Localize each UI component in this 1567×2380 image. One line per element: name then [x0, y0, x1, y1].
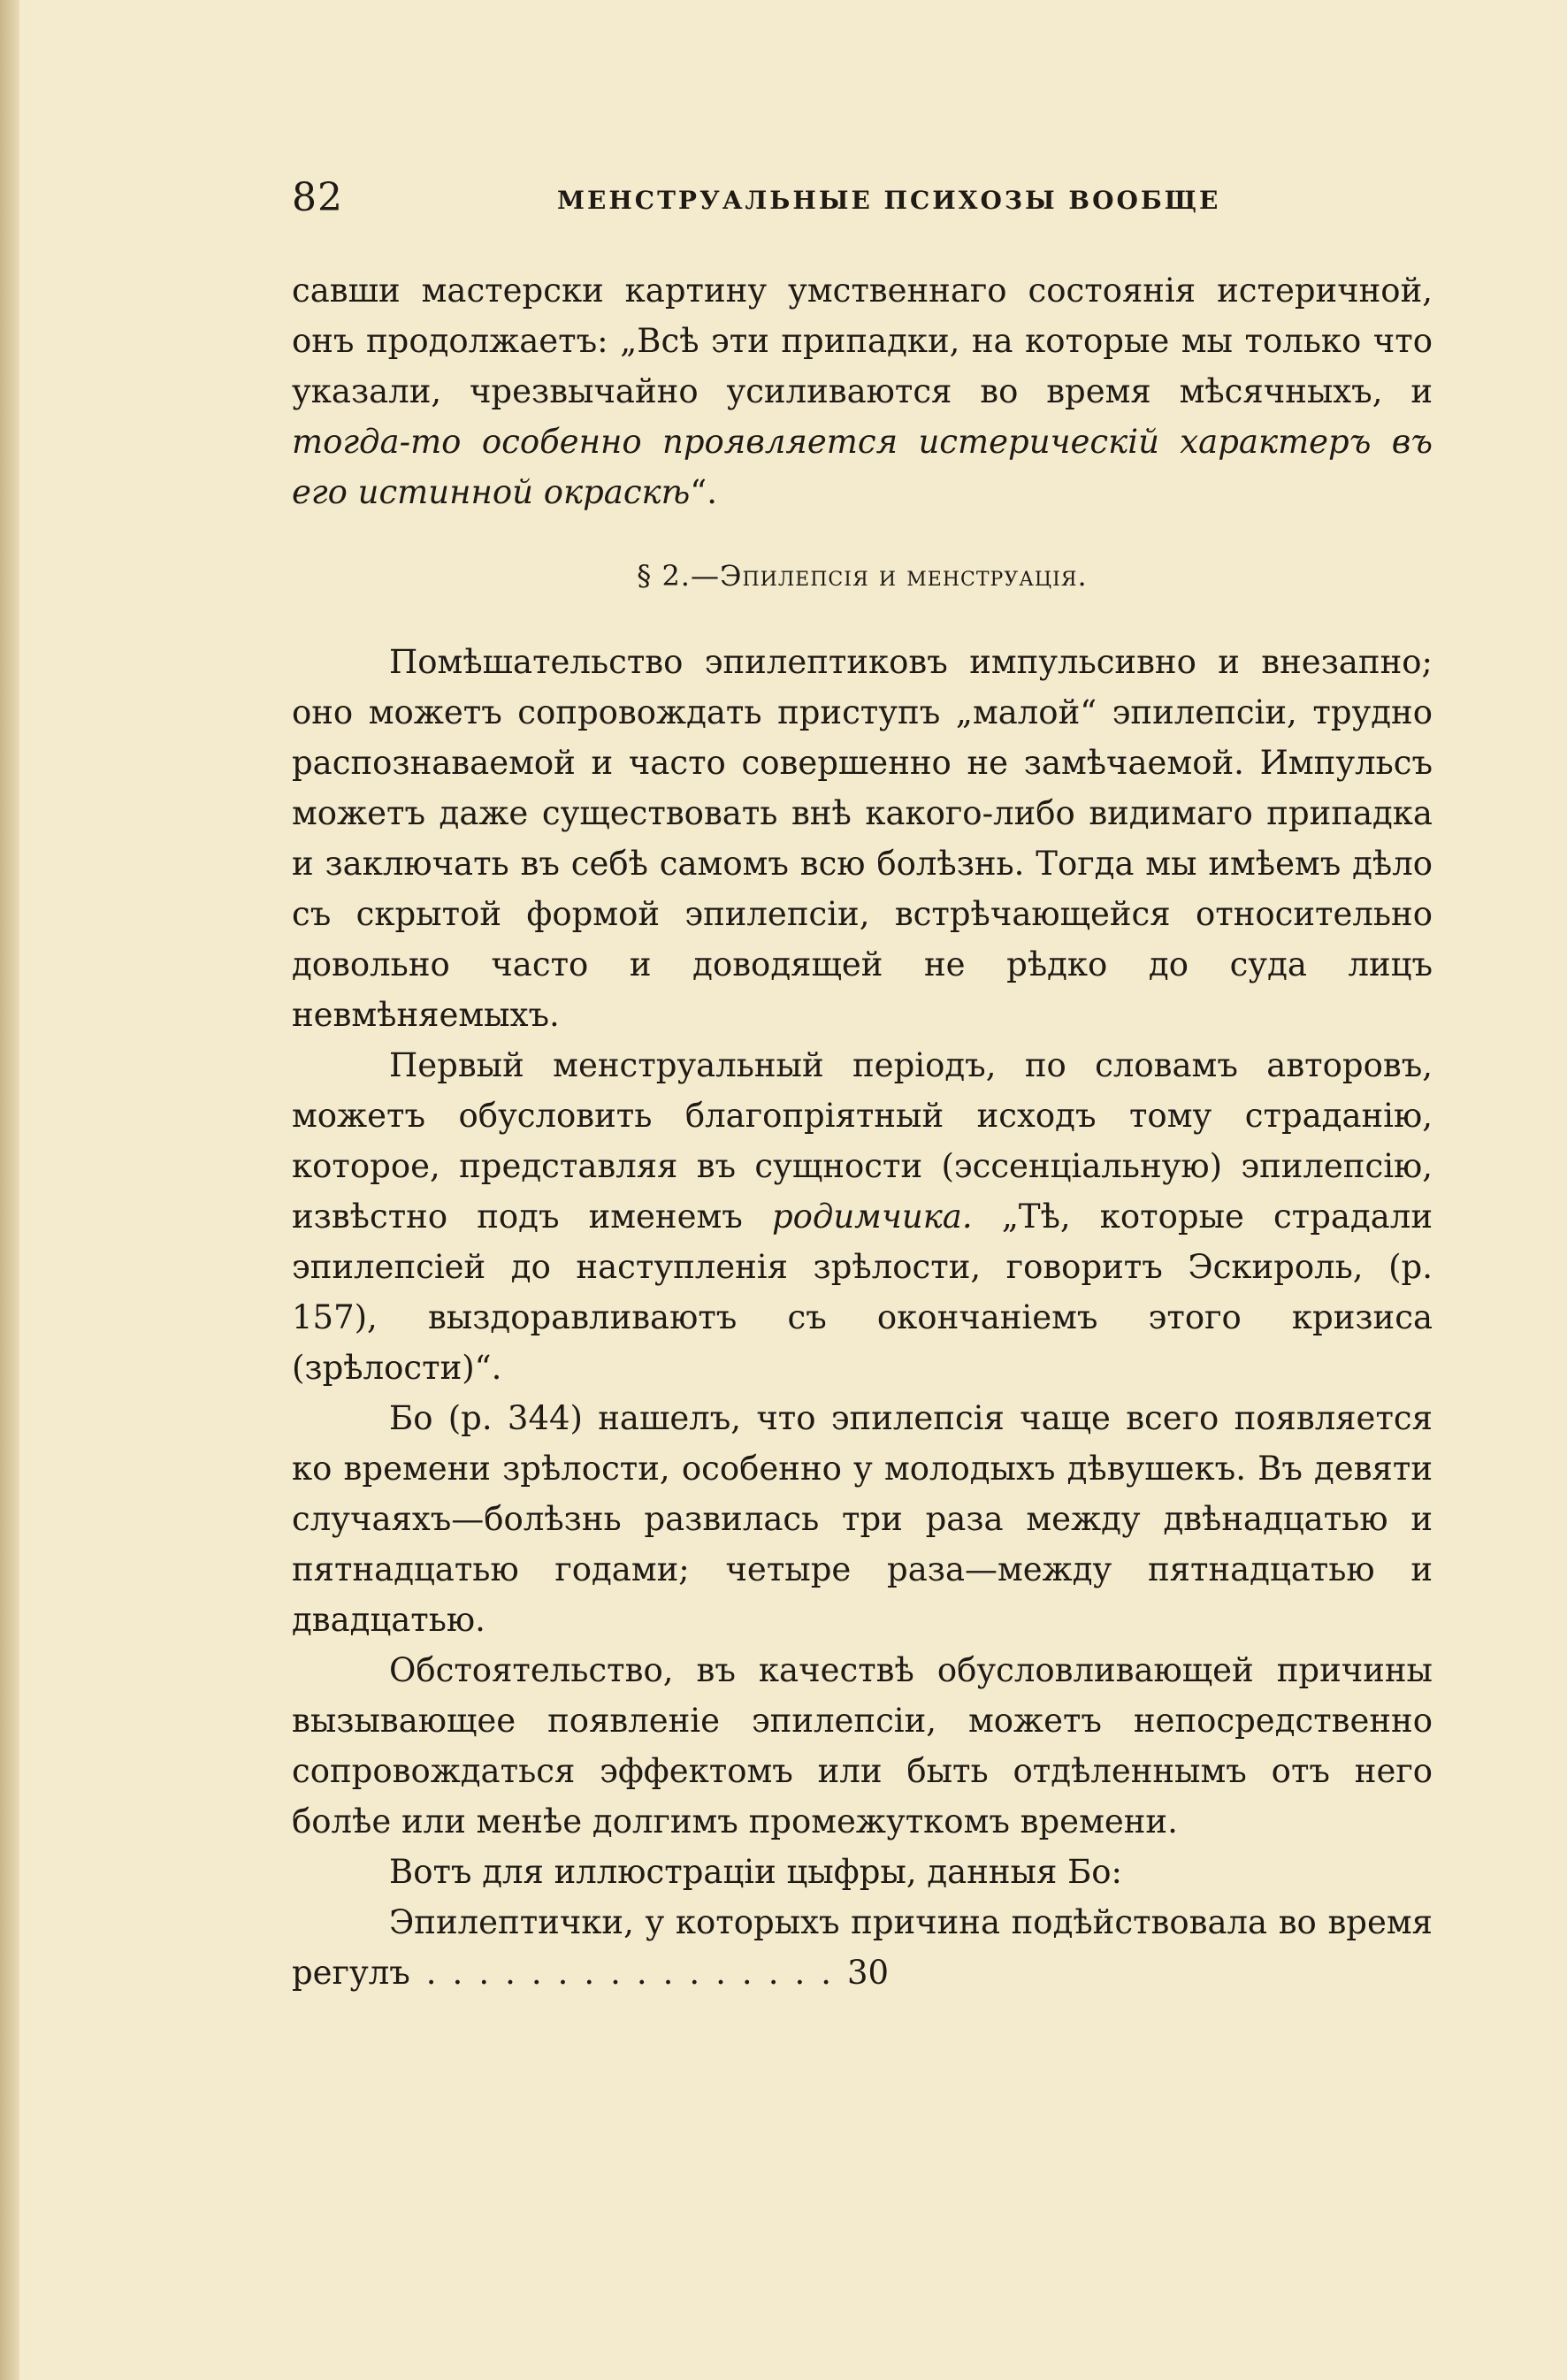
paragraph-7 — [292, 1897, 1433, 1998]
paragraph-3 — [292, 1040, 1433, 1393]
paragraph-3-italic: родимчика. — [771, 1198, 973, 1236]
paragraph-2: Помѣшательство эпилептиковъ импульсивно и внезапно; оно можетъ сопровождать приступъ „малой“ эпилепсіи, трудно распознаваемой и часто совершенно не замѣчаемой. Импульсъ можетъ даже существовать внѣ какого-либо видимаго припадка и заключать въ себѣ самомъ всю болѣзнь. Тогда мы имѣемъ дѣло съ скрытой формой эпилепсіи, встрѣчающейся относительно довольно часто и доводящей не рѣдко до суда лицъ невмѣняемыхъ. — [292, 643, 1433, 1034]
main-text — [292, 265, 1433, 1998]
running-title: МЕНСТРУАЛЬНЫЕ ПСИХОЗЫ ВООБЩЕ — [557, 186, 1221, 215]
section-heading-text: § 2.—Эпилепсія и менструація. — [637, 559, 1088, 593]
page-number: 82 — [292, 175, 343, 220]
paragraph-6: Вотъ для иллюстраціи цыфры, данныя Бо: — [389, 1853, 1122, 1891]
paragraph-1-text: савши мастерски картину умственнаго состоянія истеричной, онъ продолжаетъ: „Всѣ эти припадки, на которые мы только что указали, чрезвычайно усиливаются во время мѣсячныхъ, и — [292, 272, 1433, 410]
paragraph-7-text: Эпилептички, у которыхъ причина подѣйствовала во время регулъ — [292, 1903, 1433, 1992]
page-header — [292, 175, 1433, 228]
section-heading — [292, 551, 1433, 601]
paragraph-3-text-a: Первый менструальный періодъ, по словамъ авторовъ, можетъ обусловить благопріятный исходъ тому страданію, которое, представляя въ сущности (эссенціальную) эпилепсію, извѣстно подъ именемъ — [292, 1046, 1433, 1236]
paragraph-7-value: 30 — [846, 1954, 890, 1992]
paragraph-5: Обстоятельство, въ качествѣ обусловливающей причины вызывающее появленіе эпилепсіи, можетъ непосредственно сопровождаться эффектомъ или быть отдѣленнымъ отъ него болѣе или менѣе долгимъ промежуткомъ времени. — [292, 1651, 1433, 1840]
paragraph-1 — [292, 265, 1433, 517]
paragraph-1-end: “. — [690, 473, 717, 511]
dot-leader: ................ — [425, 1954, 847, 1992]
paragraph-4: Бо (р. 344) нашелъ, что эпилепсія чаще всего появляется ко времени зрѣлости, особенно у молодыхъ дѣвушекъ. Въ девяти случаяхъ—болѣзнь развилась три раза между двѣнадцатью и пятнадцатью годами; четыре раза—между пятнадцатью и двадцатью. — [292, 1399, 1433, 1639]
paragraph-1-italic: тогда-то особенно проявляется истерическій характеръ въ его истинной окраскѣ — [292, 423, 1433, 511]
page-edge — [0, 0, 19, 2380]
paragraph-3-text-b: „Тѣ, которые страдали эпилепсіей до наступленія зрѣлости, говоритъ Эскироль, (р. 157), выздоравливаютъ съ окончаніемъ этого кризиса (зрѣлости)“. — [292, 1198, 1433, 1387]
